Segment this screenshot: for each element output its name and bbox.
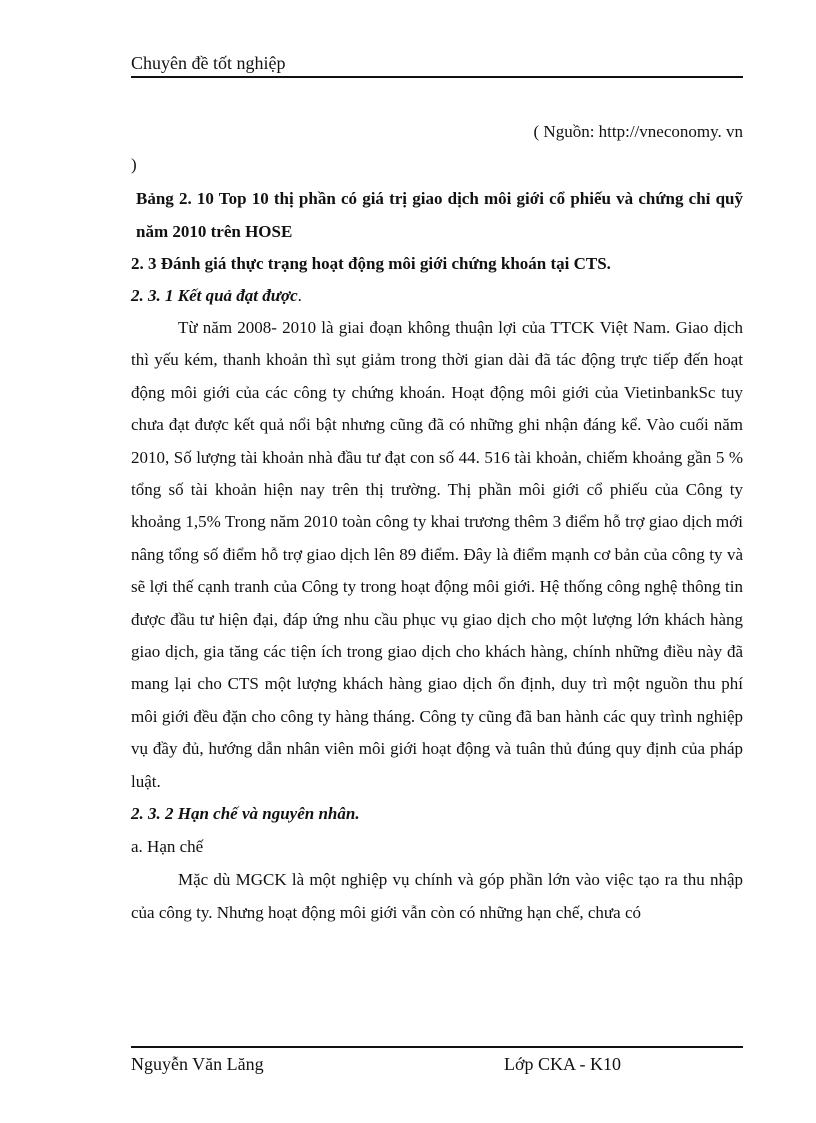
limitations-paragraph: Mặc dù MGCK là một nghiệp vụ chính và góp phần lớn vào việc tạo ra thu nhập của công ty. Nhưng hoạt động môi giới vẫn còn có những hạn chế, chưa có bbox=[131, 870, 743, 922]
footer-class: Lớp CKA - K10 bbox=[504, 1054, 622, 1074]
page-body bbox=[131, 116, 743, 929]
footer-divider bbox=[131, 1046, 743, 1048]
table-caption: Bảng 2. 10 Top 10 thị phần có giá trị giao dịch môi giới cổ phiếu và chứng chỉ quỹ năm 2010 trên HOSE bbox=[136, 189, 743, 241]
source-closing-paren: ) bbox=[131, 155, 137, 174]
header-divider bbox=[131, 76, 743, 78]
subsection-heading-results-text: 2. 3. 1 Kết quả đạt được bbox=[131, 286, 298, 305]
section-heading: 2. 3 Đánh giá thực trạng hoạt động môi giới chứng khoán tại CTS. bbox=[131, 254, 611, 273]
subsection-heading-limitations: 2. 3. 2 Hạn chế và nguyên nhân. bbox=[131, 804, 360, 824]
subsection-heading-results bbox=[131, 280, 743, 312]
list-item-limitations: a. Hạn chế bbox=[131, 837, 204, 857]
subsection-heading-results-period: . bbox=[297, 286, 302, 305]
running-header-title: Chuyên đề tốt nghiệp bbox=[131, 53, 286, 73]
footer-author: Nguyễn Văn Lăng bbox=[131, 1054, 264, 1074]
source-citation: ( Nguồn: http://vneconomy. vn bbox=[533, 122, 743, 141]
results-paragraph: Từ năm 2008- 2010 là giai đoạn không thuận lợi của TTCK Việt Nam. Giao dịch thì yếu kém, thanh khoản thì sụt giảm trong thời gian dài đã tác động trực tiếp đến hoạt động môi giới của các công ty chứng khoán. Hoạt động môi giới của VietinbankSc tuy chưa đạt được kết quả nổi bật nhưng cũng đã có những ghi nhận đáng kể. Vào cuối năm 2010, Số lượng tài khoản nhà đầu tư đạt con số 44. 516 tài khoản, chiếm khoảng gần 5 % tổng số tài khoản hiện nay trên thị trường. Thị phần môi giới cổ phiếu của Công ty khoảng 1,5% Trong năm 2010 toàn công ty khai trương thêm 3 điểm hỗ trợ giao dịch mới nâng tổng số điểm hỗ trợ giao dịch lên 89 điểm. Đây là điểm mạnh cơ bản của công ty và sẽ lợi thế cạnh tranh của Công ty trong hoạt động môi giới. Hệ thống công nghệ thông tin được đầu tư hiện đại, đáp ứng nhu cầu phục vụ giao dịch cho một lượng lớn khách hàng giao dịch, gia tăng các tiện ích trong giao dịch cho khách hàng, chính những điều này đã mang lại cho CTS một lượng khách hàng giao dịch ổn định, duy trì một nguồn thu phí môi giới đều đặn cho công ty hàng tháng. Công ty cũng đã ban hành các quy trình nghiệp vụ đầy đủ, hướng dẫn nhân viên môi giới hoạt động và tuân thủ đúng quy định của pháp luật. bbox=[131, 318, 743, 791]
